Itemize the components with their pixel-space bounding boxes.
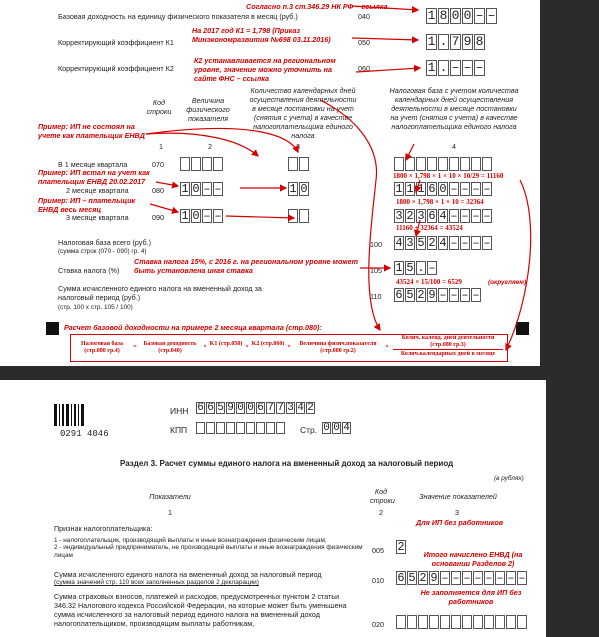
digit-cell[interactable]: – xyxy=(496,571,504,585)
digit-cell[interactable]: 1 xyxy=(289,182,297,196)
calc-part-x4: × xyxy=(385,344,389,350)
row050-cells xyxy=(426,34,486,50)
calc-part-base: Налоговая база (стр.080 гр.4) xyxy=(81,341,123,354)
digit-cell[interactable]: 1 xyxy=(417,182,425,196)
digit-cell[interactable] xyxy=(180,157,190,171)
digit-cell[interactable]: 6 xyxy=(197,402,204,414)
digit-cell[interactable] xyxy=(394,157,404,171)
digit-cell[interactable]: – xyxy=(428,261,436,275)
row090-phys xyxy=(180,209,224,223)
digit-cell[interactable] xyxy=(517,615,527,629)
digit-cell[interactable] xyxy=(202,157,212,171)
row080-label: 2 месяце квартала xyxy=(66,186,129,195)
digit-cell[interactable]: – xyxy=(475,60,484,75)
digit-cell[interactable] xyxy=(299,157,309,171)
digit-cell[interactable] xyxy=(451,615,461,629)
note-005: Для ИП без работников xyxy=(416,518,504,527)
digit-cell[interactable] xyxy=(206,422,215,434)
digit-cell[interactable] xyxy=(429,615,439,629)
digit-cell[interactable]: 2 xyxy=(417,288,425,302)
note-rate: Ставка налога 15%, с 2016 г. на региональном уровне может быть установлена иная ставка xyxy=(134,257,358,275)
note-010: Итого начислено ЕНВД (на основании Разделов 2) xyxy=(423,550,523,568)
row100-cells xyxy=(394,236,493,250)
row080-code: 080 xyxy=(152,186,164,195)
page-label: Стр. xyxy=(300,425,318,435)
digit-cell[interactable]: – xyxy=(450,182,458,196)
calc-part-basic: Базовая доходность (стр.040) xyxy=(143,341,197,354)
value-020-cells xyxy=(396,615,528,629)
note-020: Не заполняется для ИП без работников xyxy=(420,588,522,606)
digit-cell[interactable]: – xyxy=(518,571,526,585)
row070-code: 070 xyxy=(152,160,164,169)
digit-cell[interactable] xyxy=(471,157,481,171)
digit-cell[interactable]: 3 xyxy=(395,209,403,223)
digit-cell[interactable]: – xyxy=(203,182,211,196)
header-col3: Налоговая база с учетом количества календарных дней осуществления деятельности в месяце постановки на учет (снятия с учета) в качестве налогоплательщика единого налога xyxy=(389,86,519,131)
digit-cell[interactable]: – xyxy=(450,288,458,302)
code-010: 010 xyxy=(372,576,384,585)
digit-cell[interactable]: 7 xyxy=(451,34,460,49)
corner-marker-left xyxy=(46,322,59,335)
row100-label: Налоговая база всего (руб.) xyxy=(58,238,151,247)
digit-cell[interactable]: 3 xyxy=(287,402,294,414)
digit-cell[interactable]: 0 xyxy=(247,402,254,414)
digit-cell[interactable]: 1 xyxy=(427,8,436,23)
row105-cells xyxy=(394,261,438,275)
digit-cell[interactable] xyxy=(449,157,459,171)
row090-label: 3 месяце квартала xyxy=(66,213,129,222)
digit-cell[interactable]: 4 xyxy=(439,236,447,250)
col-n1: 1 xyxy=(168,508,172,517)
formula-sum: 11160 + 32364 = 43524 xyxy=(396,224,463,232)
digit-cell[interactable]: 2 xyxy=(406,209,414,223)
digit-cell[interactable]: 5 xyxy=(217,402,224,414)
digit-cell[interactable] xyxy=(256,422,265,434)
digit-cell[interactable] xyxy=(484,615,494,629)
digit-cell[interactable]: – xyxy=(452,571,460,585)
digit-cell[interactable]: – xyxy=(461,209,469,223)
row110-label: Сумма исчисленного единого налога на вмененный доход за налоговый период (руб.) xyxy=(58,284,262,302)
note-nk: Согласно п.3 ст.346.29 НК РФ – ссылка xyxy=(246,2,388,11)
header-n1: 1 xyxy=(159,142,163,151)
row050-code: 050 xyxy=(358,38,370,47)
digit-cell[interactable]: – xyxy=(439,288,447,302)
row110-code: 110 xyxy=(370,292,382,301)
row105-code: 105 xyxy=(370,266,382,275)
calc-part-days: Колич. календ. дней деятельности (стр.080 гр.3) xyxy=(401,335,495,348)
formula-mar: 1800 × 1,798 × 1 × 10 = 32364 xyxy=(396,198,484,206)
calc-part-month-days: Колич.календарных дней в месяце xyxy=(400,351,496,357)
header-code: Код строки xyxy=(146,98,172,116)
note-example-2: Пример: ИП встал на учет как плательщик ЕНВД 20.02.2017 xyxy=(38,168,150,186)
digit-cell[interactable]: 9 xyxy=(430,571,438,585)
calc-part-phys: Величина физич.показателя (стр.080 гр.2) xyxy=(299,341,377,354)
formula-feb: 1800 × 1,798 × 1 × 10 × 10/29 = 11160 xyxy=(393,172,504,180)
digit-cell[interactable]: 3 xyxy=(406,236,414,250)
digit-cell[interactable] xyxy=(407,615,417,629)
page-cells xyxy=(322,422,352,434)
sign-title: Признак налогоплательщика: xyxy=(54,524,153,533)
row060-cells xyxy=(426,60,486,76)
digit-cell[interactable]: 7 xyxy=(277,402,284,414)
bottom-page xyxy=(0,380,546,637)
digit-cell[interactable]: – xyxy=(483,236,491,250)
row070-label: В 1 месяце квартала xyxy=(58,160,128,169)
digit-cell[interactable]: – xyxy=(507,571,515,585)
digit-cell[interactable]: 6 xyxy=(395,288,403,302)
corner-marker-right xyxy=(516,322,529,335)
digit-cell[interactable]: 1 xyxy=(181,209,189,223)
digit-cell[interactable]: 4 xyxy=(439,209,447,223)
digit-cell[interactable]: – xyxy=(472,236,480,250)
digit-cell[interactable]: 1 xyxy=(427,60,436,75)
note-example-1: Пример: ИП не состоял на учете как плательщик ЕНВД xyxy=(38,122,145,140)
row110-cells xyxy=(394,288,482,302)
digit-cell[interactable] xyxy=(440,615,450,629)
digit-cell[interactable]: 6 xyxy=(428,182,436,196)
digit-cell[interactable]: 7 xyxy=(267,402,274,414)
digit-cell[interactable]: – xyxy=(463,60,472,75)
row090-days xyxy=(288,209,310,223)
digit-cell[interactable] xyxy=(191,157,201,171)
digit-cell[interactable]: 8 xyxy=(439,8,448,23)
digit-cell[interactable]: 0 xyxy=(463,8,472,23)
inn-cells xyxy=(196,402,316,414)
digit-cell[interactable]: 9 xyxy=(463,34,472,49)
digit-cell[interactable] xyxy=(236,422,245,434)
digit-cell[interactable]: 1 xyxy=(427,34,436,49)
digit-cell[interactable] xyxy=(473,615,483,629)
digit-cell[interactable]: 5 xyxy=(417,236,425,250)
digit-cell[interactable]: 0 xyxy=(323,422,330,434)
section-title: Раздел 3. Расчет суммы единого налога на вмененный доход за налоговый период xyxy=(120,459,454,468)
row060-label: Корректирующий коэффициент К2 xyxy=(58,64,174,73)
row080-base xyxy=(394,182,493,196)
digit-cell[interactable]: – xyxy=(461,182,469,196)
digit-cell[interactable]: – xyxy=(461,236,469,250)
calc-fraction-line xyxy=(393,349,503,350)
digit-cell[interactable] xyxy=(246,422,255,434)
sign-option-1: 1 - налогоплательщик, производящий выплаты и иные вознаграждения физическим лицам; xyxy=(54,537,327,544)
header-n4: 4 xyxy=(452,142,456,151)
digit-cell[interactable]: – xyxy=(487,8,496,23)
digit-cell[interactable]: 4 xyxy=(395,236,403,250)
col-n2: 2 xyxy=(379,508,383,517)
digit-cell[interactable]: 9 xyxy=(428,288,436,302)
digit-cell[interactable]: 2 xyxy=(428,236,436,250)
digit-cell[interactable] xyxy=(405,157,415,171)
formula-tax-note: (округляем) xyxy=(488,279,527,286)
header-n2: 2 xyxy=(208,142,212,151)
digit-cell[interactable]: . xyxy=(417,261,425,275)
row070-base xyxy=(394,157,493,171)
digit-cell[interactable]: – xyxy=(463,571,471,585)
digit-cell[interactable] xyxy=(288,209,298,223)
value-005-cells xyxy=(396,540,407,554)
digit-cell[interactable]: 4 xyxy=(343,422,350,434)
digit-cell[interactable] xyxy=(495,615,505,629)
digit-cell[interactable]: – xyxy=(441,571,449,585)
digit-cell[interactable] xyxy=(288,157,298,171)
row110-sub: (стр. 100 х стр. 105 / 100) xyxy=(58,304,133,311)
calc-title: Расчет базовой доходности на примере 2 месяца квартала (стр.080): xyxy=(64,323,322,332)
barcode xyxy=(54,404,86,426)
units: (в рублях) xyxy=(494,475,524,482)
digit-cell[interactable] xyxy=(226,422,235,434)
note-k1: На 2017 год К1 = 1,798 (Приказ Минэкономразвития №698 03.11.2016) xyxy=(192,26,331,44)
note-k2: К2 устанавливается на региональном уровне, значение можно уточнить на сайте ФНС – ссылка xyxy=(194,56,336,83)
barcode-number: 0291 4046 xyxy=(60,429,109,439)
digit-cell[interactable]: 2 xyxy=(419,571,427,585)
row080-phys xyxy=(180,182,224,196)
calc-part-x3: × xyxy=(287,344,291,350)
digit-cell[interactable]: – xyxy=(450,236,458,250)
digit-cell[interactable]: – xyxy=(214,182,222,196)
digit-cell[interactable]: – xyxy=(485,571,493,585)
digit-cell[interactable]: – xyxy=(450,209,458,223)
digit-cell[interactable] xyxy=(460,157,470,171)
digit-cell[interactable] xyxy=(396,615,406,629)
code-020: 020 xyxy=(372,620,384,629)
formula-tax: 43524 × 15/100 = 6529 xyxy=(396,278,462,286)
digit-cell[interactable] xyxy=(427,157,437,171)
digit-cell[interactable] xyxy=(416,157,426,171)
digit-cell[interactable]: 1 xyxy=(406,182,414,196)
calc-part-x1: × xyxy=(203,344,207,350)
col-n3: 3 xyxy=(455,508,459,517)
digit-cell[interactable] xyxy=(482,157,492,171)
value-010-cells xyxy=(396,571,528,585)
sum-label: Сумма исчисленного единого налога на вмененный доход за налоговый период xyxy=(54,570,322,579)
digit-cell[interactable]: 8 xyxy=(475,34,484,49)
digit-cell[interactable]: 0 xyxy=(192,209,200,223)
row040-cells xyxy=(426,8,498,24)
digit-cell[interactable] xyxy=(213,157,223,171)
digit-cell[interactable]: 6 xyxy=(428,209,436,223)
header-col2: Количество календарных дней осуществления деятельности в месяце постановки на учет (снятия с учета) в качестве налогоплательщика единого налога xyxy=(249,86,357,140)
digit-cell[interactable]: . xyxy=(439,34,448,49)
calc-part-k1: K1 (стр.050) xyxy=(209,341,243,347)
digit-cell[interactable]: – xyxy=(475,8,484,23)
digit-cell[interactable] xyxy=(462,615,472,629)
insurance-label: Сумма страховых взносов, платежей и расходов, предусмотренных пунктом 2 статьи 346.32 Налогового кодекса Российской Федерации, на которые может быть уменьшена сумма исчисленного за налоговый период единого налога на вмененный доход налогоплательщиком, производящим выплаты работникам, xyxy=(54,592,347,628)
col-code: Код строки xyxy=(370,487,395,505)
sum-sub: (сумма значений стр. 110 всех заполненных разделов 2 декларации) xyxy=(54,579,259,586)
digit-cell[interactable]: 0 xyxy=(333,422,340,434)
digit-cell[interactable]: 1 xyxy=(181,182,189,196)
digit-cell[interactable]: – xyxy=(474,571,482,585)
digit-cell[interactable]: 2 xyxy=(397,540,405,554)
digit-cell[interactable] xyxy=(438,157,448,171)
digit-cell[interactable]: – xyxy=(461,288,469,302)
digit-cell[interactable] xyxy=(506,615,516,629)
digit-cell[interactable] xyxy=(216,422,225,434)
kpp-cells xyxy=(196,422,286,434)
digit-cell[interactable]: 0 xyxy=(300,182,308,196)
digit-cell[interactable] xyxy=(418,615,428,629)
digit-cell[interactable]: 6 xyxy=(207,402,214,414)
calc-part-eq: = xyxy=(133,344,137,350)
digit-cell[interactable]: – xyxy=(483,182,491,196)
row090-base xyxy=(394,209,493,223)
row080-days xyxy=(288,182,310,196)
digit-cell[interactable]: 1 xyxy=(395,182,403,196)
digit-cell[interactable]: 9 xyxy=(227,402,234,414)
digit-cell[interactable]: – xyxy=(472,209,480,223)
digit-cell[interactable]: 6 xyxy=(257,402,264,414)
digit-cell[interactable] xyxy=(266,422,275,434)
digit-cell[interactable]: . xyxy=(439,60,448,75)
digit-cell[interactable]: 4 xyxy=(297,402,304,414)
row050-label: Корректирующий коэффициент К1 xyxy=(58,38,174,47)
digit-cell[interactable] xyxy=(276,422,285,434)
row105-label: Ставка налога (%) xyxy=(58,266,120,275)
digit-cell[interactable]: 5 xyxy=(406,261,414,275)
digit-cell[interactable]: 0 xyxy=(237,402,244,414)
col-values: Значение показателей xyxy=(419,492,497,501)
inn-label: ИНН xyxy=(170,406,189,416)
digit-cell[interactable]: 0 xyxy=(451,8,460,23)
calc-part-k2: K2 (стр.060) xyxy=(251,341,285,347)
row090-code: 090 xyxy=(152,213,164,222)
sign-option-2: 2 - индивидуальный предприниматель, не производящий выплаты и иные вознаграждения физическим лицам xyxy=(54,544,363,559)
digit-cell[interactable]: 6 xyxy=(397,571,405,585)
header-col1: Величина физического показателя xyxy=(186,96,230,123)
digit-cell[interactable]: – xyxy=(472,182,480,196)
row100-sub: (сумма строк (070 - 090) гр. 4) xyxy=(58,248,147,255)
note-example-3: Пример: ИП – плательщик ЕНВД весь месяц xyxy=(38,196,136,214)
calc-part-x2: × xyxy=(245,344,249,350)
digit-cell[interactable]: – xyxy=(451,60,460,75)
digit-cell[interactable]: 0 xyxy=(439,182,447,196)
digit-cell[interactable] xyxy=(299,209,309,223)
digit-cell[interactable]: 2 xyxy=(307,402,314,414)
row070-days xyxy=(288,157,310,171)
digit-cell[interactable]: – xyxy=(203,209,211,223)
row040-code: 040 xyxy=(358,12,370,21)
kpp-label: КПП xyxy=(170,425,188,435)
digit-cell[interactable]: – xyxy=(483,209,491,223)
digit-cell[interactable]: 3 xyxy=(417,209,425,223)
code-005: 005 xyxy=(372,546,384,555)
digit-cell[interactable]: – xyxy=(472,288,480,302)
digit-cell[interactable]: – xyxy=(214,209,222,223)
row040-label: Базовая доходность на единицу физического показателя в месяц (руб.) xyxy=(58,12,298,21)
digit-cell[interactable]: 0 xyxy=(192,182,200,196)
row060-code: 060 xyxy=(358,64,370,73)
row070-phys xyxy=(180,157,224,171)
digit-cell[interactable] xyxy=(196,422,205,434)
digit-cell[interactable]: 1 xyxy=(395,261,403,275)
digit-cell[interactable]: 5 xyxy=(408,571,416,585)
row100-code: 100 xyxy=(370,240,382,249)
digit-cell[interactable]: 5 xyxy=(406,288,414,302)
col-indicators: Показатели xyxy=(149,492,191,501)
header-n3: 3 xyxy=(296,142,300,151)
